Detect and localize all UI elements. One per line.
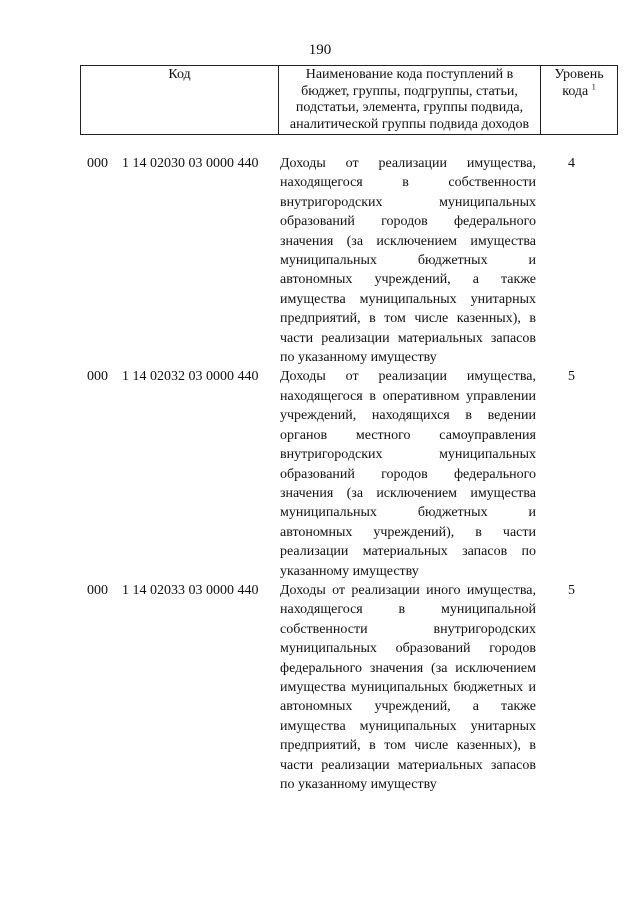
header-code: Код: [81, 66, 279, 135]
header-level-line2: кода: [562, 83, 589, 99]
row-income-name: Доходы от реализации имущества, находящегося в собственности внутригородских муниципальных образований городов федерального значения (за исключением имущества муниципальных бюджетных и автономных учреждений, а также имущества муниципальных унитарных предприятий, в том числе казенных), в части реализации материальных запасов по указанному имуществу: [280, 156, 536, 366]
row-income-name: Доходы от реализации иного имущества, находящегося в муниципальной собственности внутригородских муниципальных образований городов федерального значения (за исключением имущества муниципальных бюджетных и автономных учреждений, а также имущества муниципальных унитарных предприятий, в том числе казенных), в части реализации материальных запасов по указанному имуществу: [280, 582, 536, 792]
row-income-code: 1 14 02030 03 0000 440: [122, 156, 259, 171]
table-row: [80, 154, 614, 367]
page-number: 190: [308, 42, 332, 58]
row-admin-code: 000: [87, 582, 108, 598]
header-level-line1: Уровень: [554, 67, 604, 82]
row-admin-code: 000: [87, 156, 108, 171]
header-name: Наименование кода поступлений в бюджет, группы, подгруппы, статьи, подстатьи, элемента, группы подвида, аналитической группы подвида доходов: [279, 66, 541, 135]
row-level: 5: [568, 582, 575, 598]
row-income-name: Доходы от реализации имущества, находящегося в оперативном управлении учреждений, находящихся в ведении органов местного самоуправления внутригородских муниципальных образований городов федерального значения (за исключением имущества муниципальных бюджетных и автономных учреждений), в части реализации материальных запасов по указанному имуществу: [280, 369, 536, 579]
row-level: 4: [568, 156, 575, 171]
table-header: [80, 65, 618, 135]
header-level-footnote: 1: [591, 81, 596, 91]
table-row: [80, 581, 614, 794]
row-income-code: 1 14 02033 03 0000 440: [122, 582, 259, 598]
row-income-code: 1 14 02032 03 0000 440: [122, 369, 259, 385]
row-admin-code: 000: [87, 369, 108, 385]
table-body: [80, 154, 614, 794]
row-level: 5: [568, 369, 575, 385]
header-level: [541, 66, 618, 135]
table-row: [80, 367, 614, 580]
